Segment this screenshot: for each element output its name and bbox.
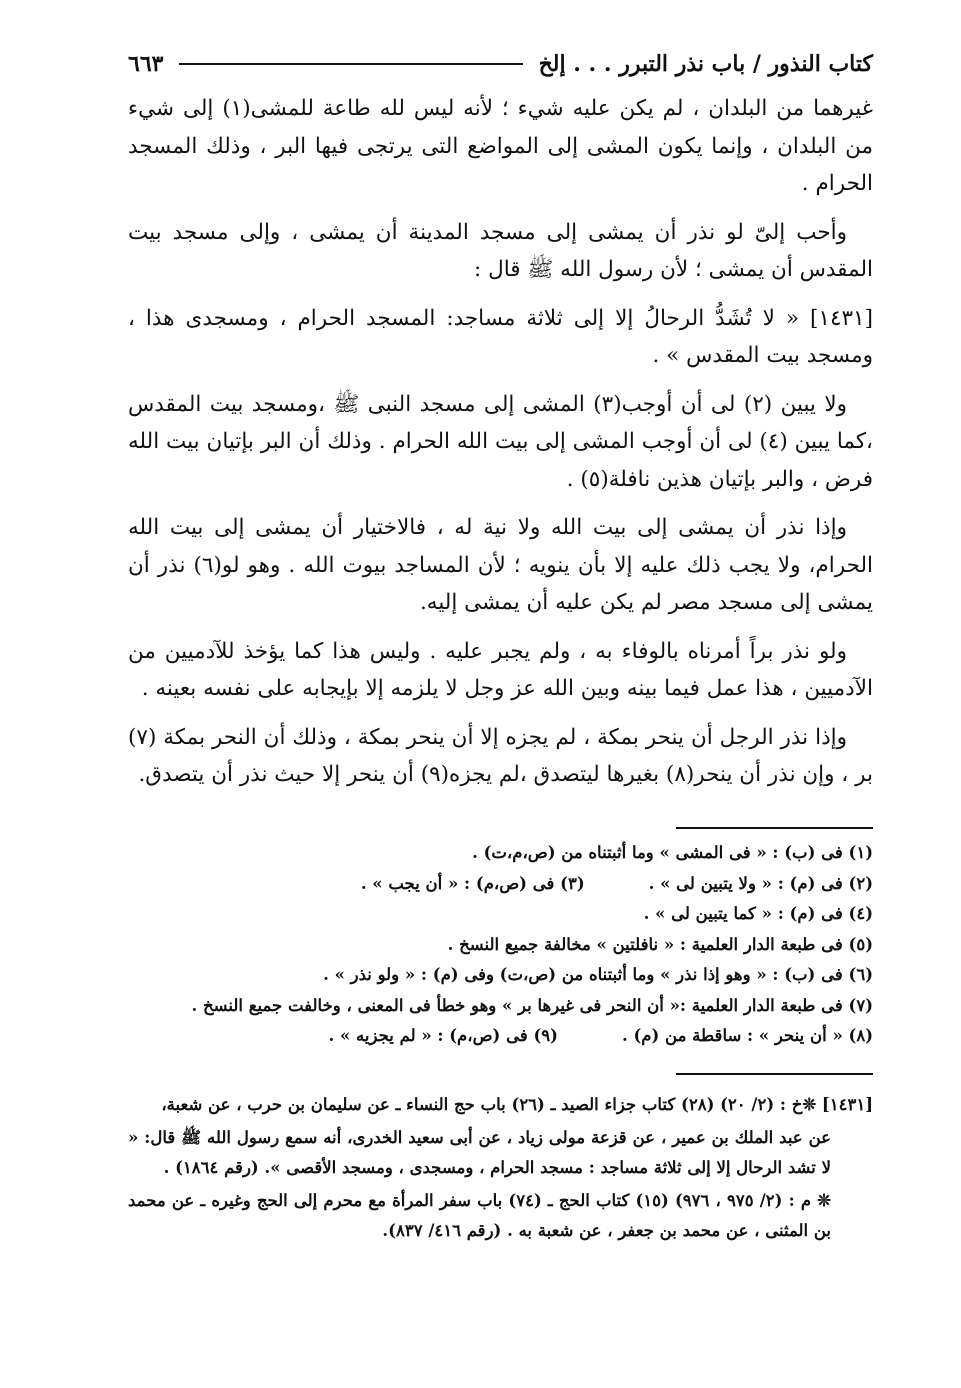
takhrij-section: [128, 1090, 873, 1249]
footnote-row: [150, 838, 873, 869]
footnote: (٢) فى (م) : « ولا يتبين لى » .: [648, 873, 873, 893]
footnote-row: [150, 930, 873, 961]
footnote-row: [150, 899, 873, 930]
header-title: كتاب النذور / باب نذر التبرر . . . إلخ: [538, 51, 873, 77]
footnote: (٧) فى طبعة الدار العلمية :« أن النحر فى غيرها بر » وهو خطأ فى المعنى ، وخالفت جميع النسخ .: [191, 995, 873, 1015]
takhrij-entry: [١٤٣١] ❊خ : (٢/ ٢٠) (٢٨) كتاب جزاء الصيد ـ (٢٦) باب حج النساء ـ عن سليمان بن حرب ، عن شعبة،: [161, 1095, 873, 1114]
takhrij-entry: ❊ م : (٢/ ٩٧٥ ، ٩٧٦) (١٥) كتاب الحج ـ (٧٤) باب سفر المرأة مع محرم إلى الحج وغيره ـ عن محمد بن المثنى ، عن محمد بن جعفر ، عن شعبة به . (رقم ٤١٦/ ٨٣٧).: [128, 1190, 832, 1240]
footnote: (٥) فى طبعة الدار العلمية : « نافلتين » مخالفة جميع النسخ .: [447, 934, 873, 954]
paragraph: وإذا نذر أن يمشى إلى بيت الله ولا نية له ، فالاختيار أن يمشى إلى بيت الله الحرام، ولا يجب ذلك عليه إلا بأن ينويه ؛ لأن المساجد بيوت الله . وهو لو(٦) نذر أن يمشى إلى مسجد مصر لم يكن عليه أن يمشى إليه.: [128, 515, 873, 615]
page-number: ٦٦٣: [128, 51, 164, 77]
footnote: (٤) فى (م) : « كما يتبين لى » .: [643, 904, 873, 923]
footnote-separator: [676, 827, 873, 829]
takhrij-separator: [676, 1073, 873, 1075]
takhrij-entry: عن عبد الملك بن عمير ، عن قزعة مولى زياد ، عن أبى سعيد الخدرى، أنه سمع رسول الله ﷺ قال: « لا تشد الرحال إلا إلى ثلاثة مساجد : مسجد الحرام ، ومسجدى ، ومسجد الأقصى ». (رقم ١٨٦٤) .: [128, 1127, 831, 1177]
main-text: [128, 90, 873, 805]
footnote: (٦) فى (ب) : « وهو إذا نذر » وما أثبتناه من (ص،ت) وفى (م) : « ولو نذر » .: [323, 965, 873, 984]
footnote-row: [150, 960, 873, 991]
footnote-row: [150, 1021, 873, 1052]
running-header: [128, 46, 873, 82]
paragraph: وإذا نذر الرجل أن ينحر بمكة ، لم يجزه إلا أن ينحر بمكة ، وذلك أن النحر بمكة (٧) بر ، وإن نذر أن ينحر(٨) بغيرها ليتصدق ،لم يجزه(٩) أن ينحر إلا حيث نذر أن يتصدق.: [128, 724, 873, 787]
hadith-paragraph: [١٤٣١] « لا تُشَدُّ الرحالُ إلا إلى ثلاثة مساجد: المسجد الحرام ، ومسجدى هذا ، ومسجد بيت المقدس » .: [128, 305, 873, 368]
footnote-row: [150, 869, 873, 900]
footnote: (١) فى (ب) : « فى المشى » وما أثبتناه من (ص،م،ت) .: [472, 843, 873, 862]
footnote: (٨) « أن ينحر » : ساقطة من (م) .: [621, 1026, 873, 1045]
paragraph: وأحب إلىّ لو نذر أن يمشى إلى مسجد المدينة أن يمشى ، وإلى مسجد بيت المقدس أن يمشى ؛ لأن رسول الله ﷺ قال :: [128, 219, 873, 282]
footnote: (٣) فى (ص،م) : « أن يجب » .: [360, 873, 585, 893]
footnotes: [150, 838, 873, 1052]
footnote: (٩) فى (ص،م) : « لم يجزيه » .: [328, 1026, 558, 1045]
footnote-row: [150, 991, 873, 1022]
paragraph: غيرهما من البلدان ، لم يكن عليه شيء ؛ لأنه ليس لله طاعة للمشى(١) إلى شيء من البلدان ، وإنما يكون المشى إلى المواضع التى يرتجى فيها البر ، وذلك المسجد الحرام .: [128, 96, 874, 196]
paragraph: ولو نذر براً أمرناه بالوفاء به ، ولم يجبر عليه . وليس هذا كما يؤخذ للآدميين من الآدميين ، هذا عمل فيما بينه وبين الله عز وجل لا يلزمه إلا بإيجابه على نفسه بعينه .: [128, 638, 873, 701]
header-rule: [179, 63, 522, 65]
paragraph: ولا يبين (٢) لى أن أوجب(٣) المشى إلى مسجد النبى ﷺ ،ومسجد بيت المقدس ،كما يبين (٤) لى أن أوجب المشى إلى بيت الله الحرام . وذلك أن البر بإتيان بيت الله فرض ، والبر بإتيان هذين نافلة(٥) .: [128, 391, 873, 492]
